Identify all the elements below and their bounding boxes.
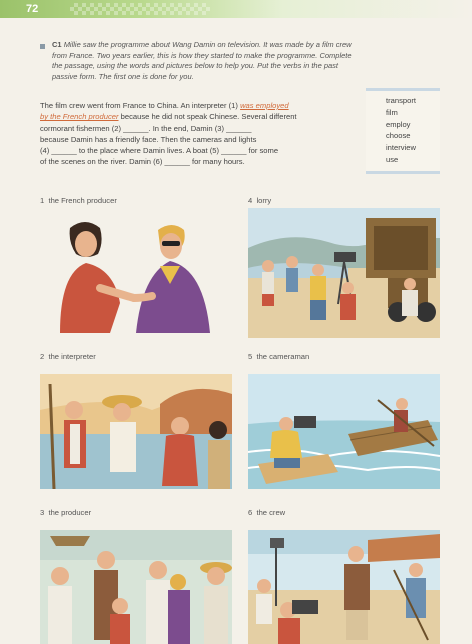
caption-4: 4 lorry bbox=[248, 196, 272, 205]
word-box-item: film bbox=[386, 107, 398, 117]
illustration-french-producer bbox=[40, 208, 232, 338]
caption-1: 1 the French producer bbox=[40, 196, 117, 205]
passage-line-4: because Damin has a friendly face. Then the cameras and lights bbox=[40, 134, 257, 144]
passage bbox=[40, 100, 358, 168]
illustration-producer bbox=[40, 530, 232, 644]
illustration-cameraman bbox=[248, 374, 440, 489]
caption-5: 5 the cameraman bbox=[248, 352, 310, 361]
illustration-interpreter bbox=[40, 374, 232, 489]
passage-line-2: because he did not speak Chinese. Several different bbox=[120, 112, 297, 122]
word-box-item: choose bbox=[386, 131, 411, 141]
example-answer-1: was employed bbox=[240, 101, 289, 110]
word-box-item: interview bbox=[386, 143, 416, 153]
word-box-item: transport bbox=[386, 96, 416, 105]
passage-line-1: The film crew went from France to China. An interpreter (1) bbox=[40, 101, 238, 110]
passage-line-5: (4) ______ to the place where Damin lives. A boat (5) ______ for some bbox=[40, 146, 279, 156]
exercise-bullet bbox=[40, 44, 45, 49]
header-pattern bbox=[70, 3, 210, 15]
illustration-crew bbox=[248, 530, 440, 644]
page-number: 72 bbox=[26, 3, 39, 15]
caption-2: 2 the interpreter bbox=[40, 352, 96, 361]
passage-line-3: cormorant fishermen (2) ______. In the end, Damin (3) ______ bbox=[40, 123, 252, 133]
instruction-text: Millie saw the programme about Wang Damin on television. It was made by a film crew from France. Two years earlier, this is how they started to make the programme. Complete the passage, using the words and pictures below to help you. Put the verbs in the past passive form. The first one is done for you. bbox=[52, 40, 352, 81]
illustration-lorry bbox=[248, 208, 440, 338]
word-box-item: use bbox=[386, 154, 399, 164]
exercise-instruction bbox=[52, 40, 352, 82]
example-answer-2: by the French producer bbox=[40, 112, 119, 122]
passage-line-6: of the scenes on the river. Damin (6) ______ for many hours. bbox=[40, 157, 245, 167]
exercise-label: C1 bbox=[52, 40, 62, 49]
word-box bbox=[366, 88, 440, 174]
caption-6: 6 the crew bbox=[248, 508, 286, 517]
word-box-item: employ bbox=[386, 119, 411, 129]
caption-3: 3 the producer bbox=[40, 508, 92, 517]
